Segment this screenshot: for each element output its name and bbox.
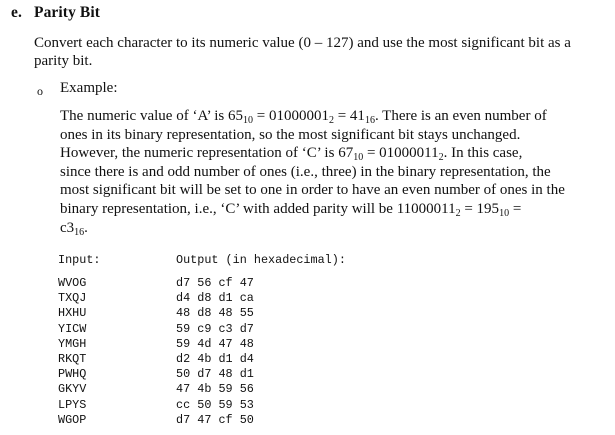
input-cell: HXHU bbox=[58, 306, 87, 321]
section-heading bbox=[11, 4, 100, 22]
intro-paragraph bbox=[34, 34, 594, 70]
example-line-6: binary representation, i.e., ‘C’ with added parity will be $11000011_2 = 195_{10}$ = bbox=[60, 200, 522, 219]
example-line-2: ones in its binary representation, so the most significant bit stays unchanged. bbox=[60, 126, 521, 143]
bullet-circle-icon: o bbox=[37, 84, 43, 98]
output-cell: 59 c9 c3 d7 bbox=[176, 321, 254, 336]
input-cell: PWHQ bbox=[58, 367, 87, 382]
input-cell: YMGH bbox=[58, 336, 87, 351]
input-cell: TXQJ bbox=[58, 291, 87, 306]
intro-line: Convert each character to its numeric value (0 – 127) and use the most significant bit as a bbox=[34, 35, 571, 51]
output-cell: 48 d8 48 55 bbox=[176, 306, 254, 321]
input-cell: RKQT bbox=[58, 351, 87, 366]
output-cell: d4 d8 d1 ca bbox=[176, 291, 254, 306]
input-cell: LPYS bbox=[58, 397, 87, 412]
example-line-4: since there is and odd number of ones (i.e., three) in the binary representation, the bbox=[60, 163, 551, 180]
example-line-5: most significant bit will be set to one in order to have an even number of ones in the bbox=[60, 182, 565, 199]
output-header: Output (in hexadecimal): bbox=[176, 253, 346, 267]
output-cell: 47 4b 59 56 bbox=[176, 382, 254, 397]
output-cell: 50 d7 48 d1 bbox=[176, 367, 254, 382]
input-cell: YICW bbox=[58, 321, 87, 336]
input-header: Input: bbox=[58, 253, 101, 267]
output-cell: 59 4d 47 48 bbox=[176, 336, 254, 351]
intro-line: parity bit. bbox=[34, 53, 93, 69]
example-line-3: However, the numeric representation of ‘C’ is $67_{10} = 01000011_2$. In this case, bbox=[60, 145, 523, 164]
output-cell: d7 47 cf 50 bbox=[176, 412, 254, 427]
output-cell: d7 56 cf 47 bbox=[176, 276, 254, 290]
example-paragraph bbox=[60, 107, 565, 237]
example-line-7: $c3_{16}$. bbox=[60, 219, 88, 238]
input-cell: WGOP bbox=[58, 412, 87, 427]
input-cell: WVOG bbox=[58, 276, 87, 290]
section-title: Parity Bit bbox=[34, 4, 100, 21]
section-letter: e. bbox=[11, 4, 22, 21]
output-cell: cc 50 59 53 bbox=[176, 397, 254, 412]
example-label: Example: bbox=[60, 80, 118, 96]
output-cell: d2 4b d1 d4 bbox=[176, 351, 254, 366]
table-header bbox=[58, 253, 346, 267]
input-cell: GKYV bbox=[58, 382, 87, 397]
example-line-1: The numeric value of ‘A’ is $65_{10} = 01000001_2 = 41_{16}$. There is an even number of bbox=[60, 108, 547, 126]
